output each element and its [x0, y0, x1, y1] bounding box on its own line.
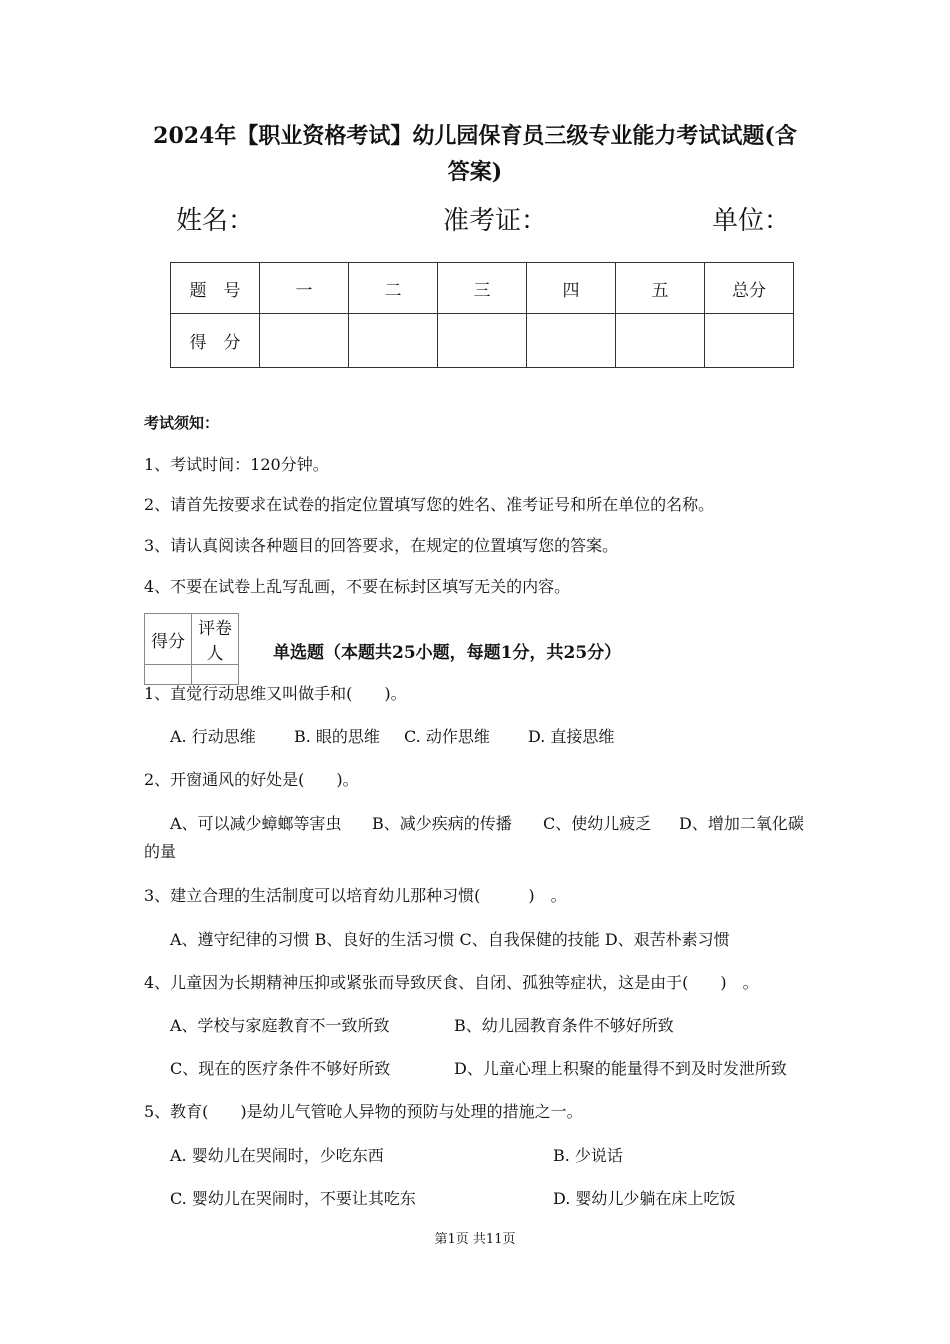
notice-item: 3、请认真阅读各种题目的回答要求，在规定的位置填写您的答案。 — [144, 536, 619, 555]
option-b: B、减少疾病的传播 — [372, 814, 512, 833]
score-cell[interactable] — [438, 314, 527, 368]
question-stem: 5、教育( )是幼儿气管呛人异物的预防与处理的措施之一。 — [144, 1102, 583, 1121]
question-stem: 3、建立合理的生活制度可以培育幼儿那种习惯( ) 。 — [144, 886, 567, 905]
question-stem: 1、直觉行动思维又叫做手和( )。 — [144, 684, 407, 703]
score-cell[interactable] — [616, 314, 705, 368]
score-table-header-row — [171, 263, 794, 314]
grader-box — [144, 613, 239, 685]
question-stem: 4、儿童因为长期精神压抑或紧张而导致厌食、自闭、孤独等症状，这是由于( ) 。 — [144, 973, 759, 992]
score-header-cell: 题 号 — [171, 263, 260, 314]
option-line: A、遵守纪律的习惯 B、良好的生活习惯 C、自我保健的技能 D、艰苦朴素习惯 — [170, 930, 730, 949]
grader-score-label: 得分 — [145, 614, 192, 665]
option-d: D. 婴幼儿少躺在床上吃饭 — [553, 1189, 736, 1208]
exam-number-label: 准考证： — [443, 206, 548, 236]
option-continuation: 的量 — [144, 842, 177, 861]
score-header-cell: 二 — [349, 263, 438, 314]
page-footer: 第1页 共11页 — [434, 1232, 516, 1247]
score-row-label: 得 分 — [171, 314, 260, 368]
title-line-1: 2024年【职业资格考试】幼儿园保育员三级专业能力考试试题(含 — [153, 123, 797, 149]
score-cell[interactable] — [705, 314, 794, 368]
option-c: C. 动作思维 — [404, 727, 490, 746]
score-header-cell: 四 — [527, 263, 616, 314]
option-a: A、可以减少蟑螂等害虫 — [170, 814, 342, 833]
grader-name-label: 评卷人 — [192, 614, 239, 665]
score-table-score-row — [171, 314, 794, 368]
title-line-2: 答案) — [447, 159, 503, 185]
score-cell[interactable] — [527, 314, 616, 368]
option-a: A. 婴幼儿在哭闹时，少吃东西 — [170, 1146, 384, 1165]
option-b: B. 少说话 — [553, 1146, 623, 1165]
name-label: 姓名： — [176, 206, 255, 236]
score-header-cell: 五 — [616, 263, 705, 314]
section-title: 单选题（本题共25小题，每题1分，共25分） — [273, 643, 622, 663]
option-c: C、使幼儿疲乏 — [543, 814, 652, 833]
score-cell[interactable] — [260, 314, 349, 368]
option-d: D、增加二氧化碳 — [679, 814, 804, 833]
document-title — [120, 118, 830, 190]
score-table — [170, 262, 794, 368]
notice-heading: 考试须知： — [144, 414, 220, 432]
option-b: B. 眼的思维 — [294, 727, 380, 746]
score-header-cell: 一 — [260, 263, 349, 314]
unit-label: 单位： — [712, 206, 791, 236]
score-cell[interactable] — [349, 314, 438, 368]
option-b: B、幼儿园教育条件不够好所致 — [454, 1016, 674, 1035]
notice-item: 2、请首先按要求在试卷的指定位置填写您的姓名、准考证号和所在单位的名称。 — [144, 495, 715, 514]
question-stem: 2、开窗通风的好处是( )。 — [144, 770, 359, 789]
score-header-cell: 三 — [438, 263, 527, 314]
notice-item: 1、考试时间：120分钟。 — [144, 455, 329, 474]
option-d: D. 直接思维 — [528, 727, 615, 746]
option-a: A. 行动思维 — [170, 727, 256, 746]
notice-item: 4、不要在试卷上乱写乱画，不要在标封区填写无关的内容。 — [144, 577, 571, 596]
score-header-cell: 总分 — [705, 263, 794, 314]
option-c: C、现在的医疗条件不够好所致 — [170, 1059, 391, 1078]
option-c: C. 婴幼儿在哭闹时，不要让其吃东 — [170, 1189, 416, 1208]
option-d: D、儿童心理上积聚的能量得不到及时发泄所致 — [454, 1059, 787, 1078]
option-a: A、学校与家庭教育不一致所致 — [170, 1016, 390, 1035]
